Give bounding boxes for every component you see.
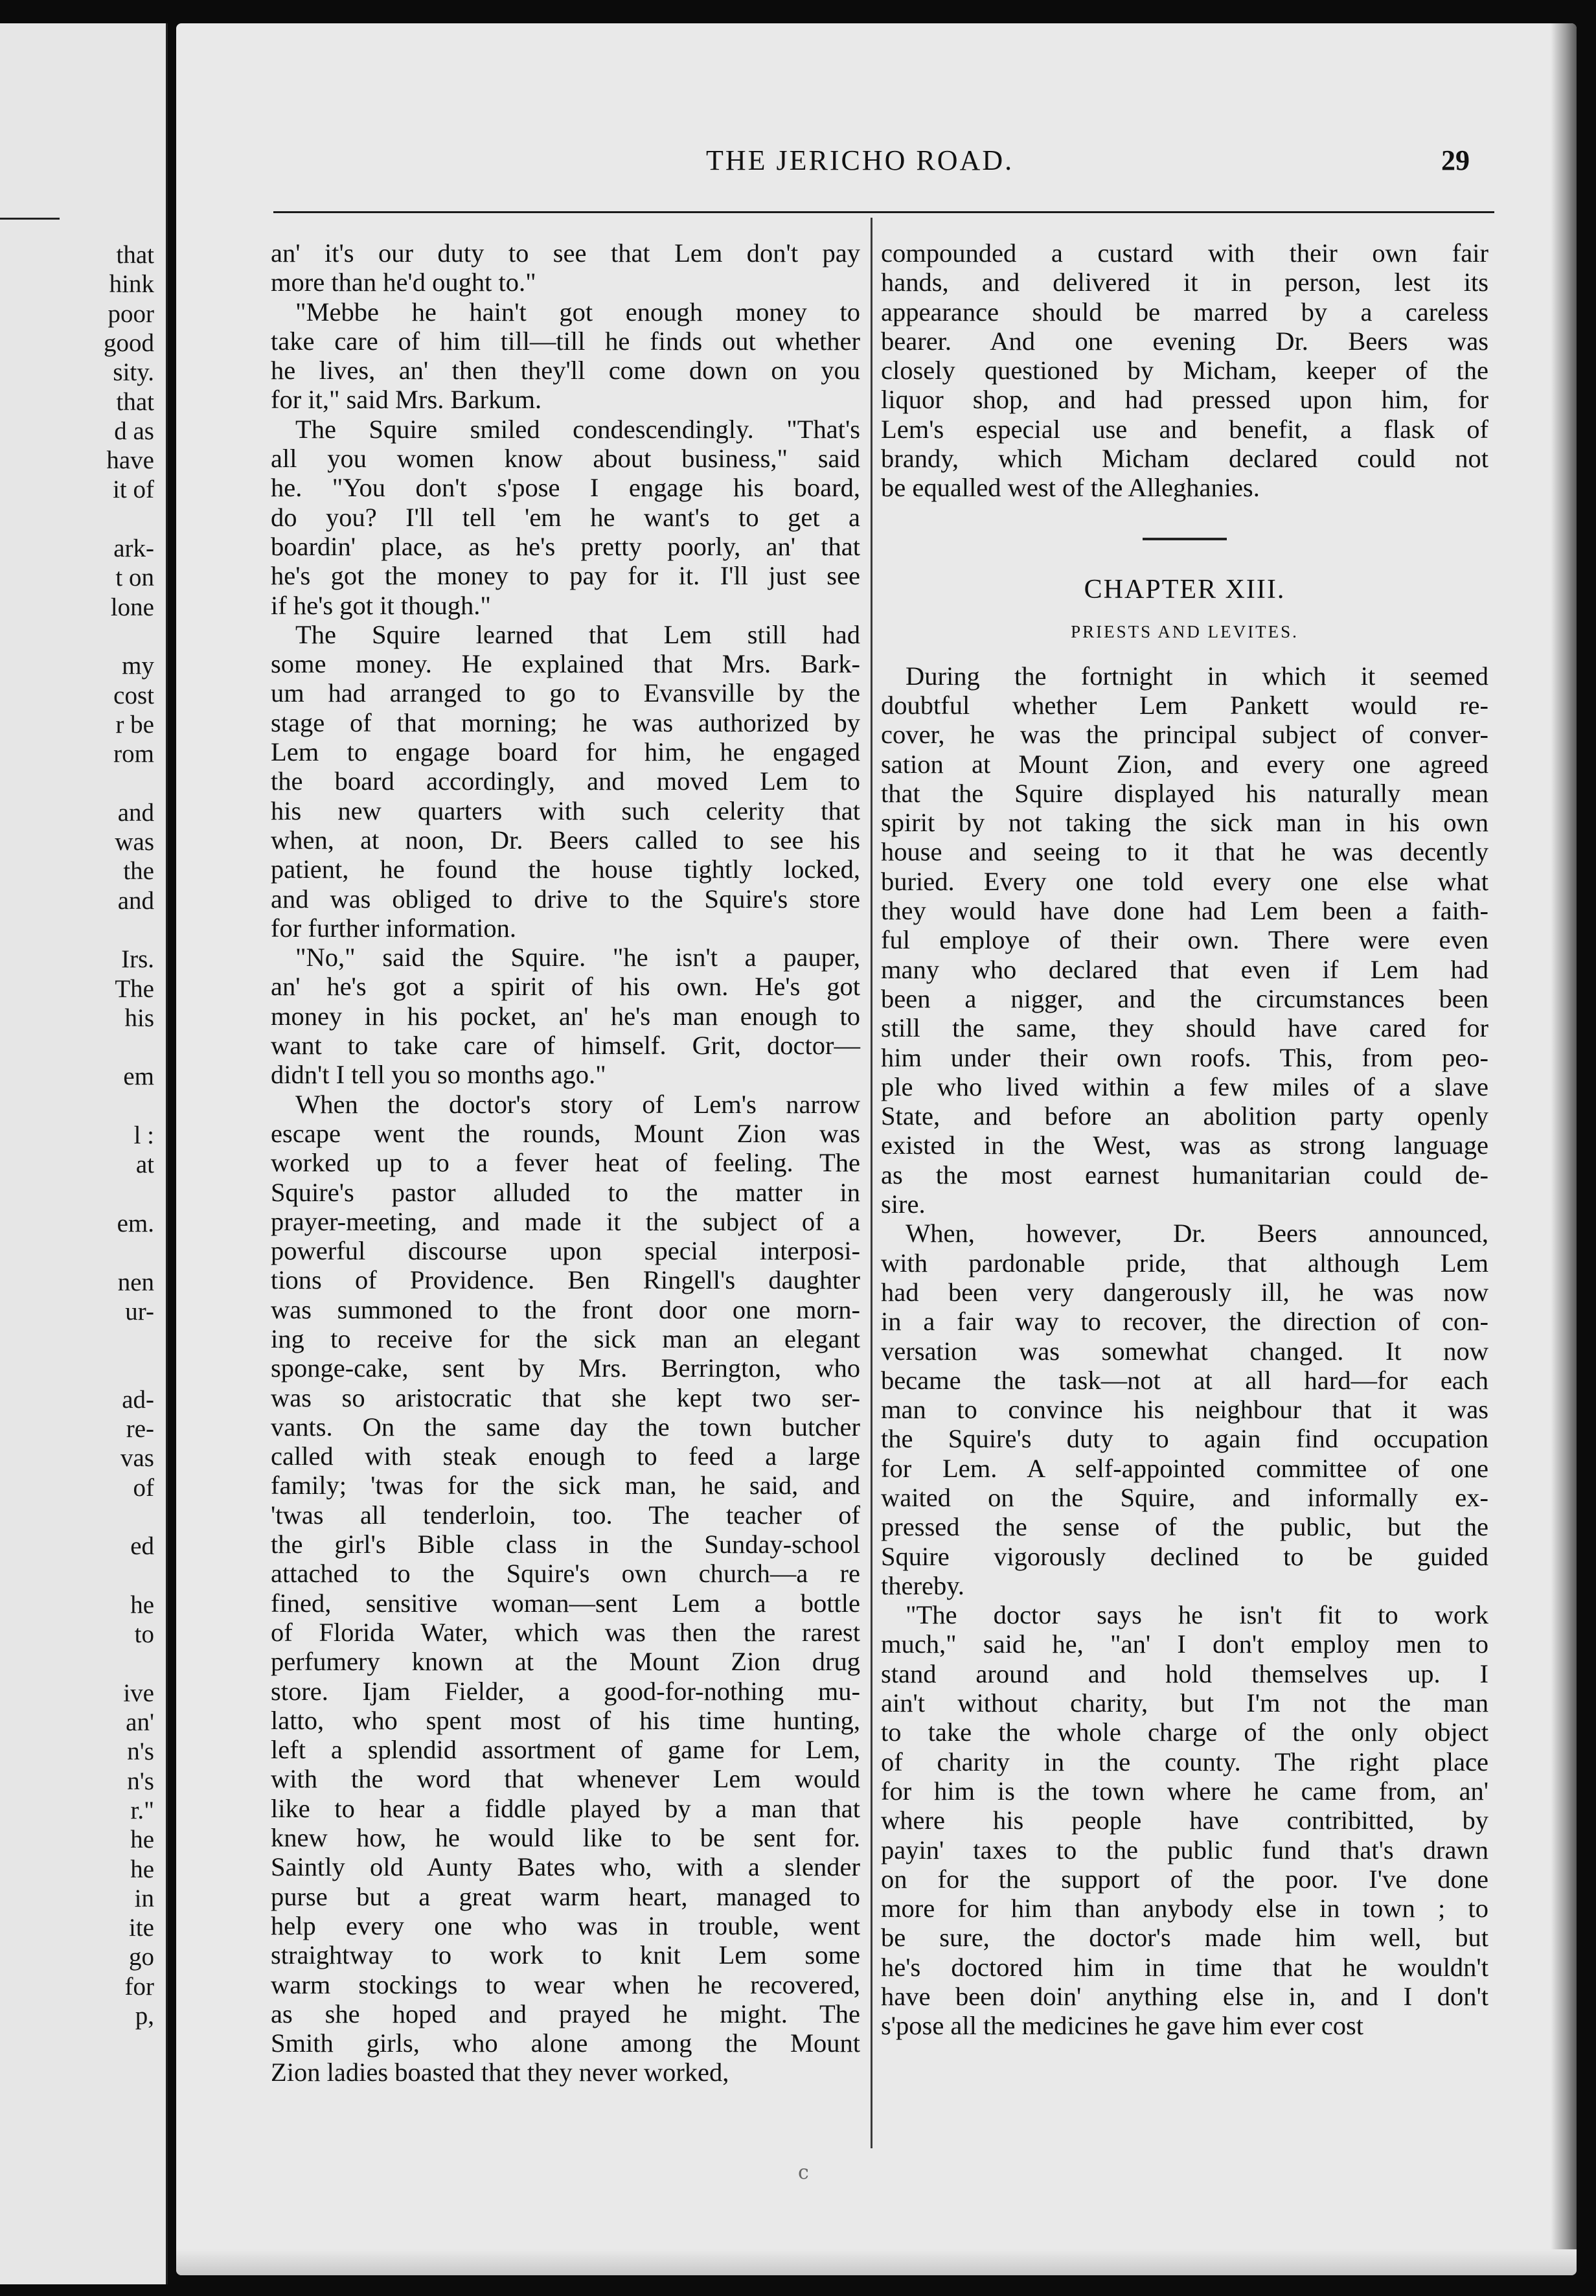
- text-line: Lem's especial use and benefit, a flask of: [881, 414, 1488, 444]
- text-line: When, however, Dr. Beers announced,: [906, 1219, 1488, 1248]
- text-line: "The doctor says he isn't fit to work: [906, 1600, 1488, 1630]
- text-line: cover, he was the principal subject of conver-: [881, 720, 1488, 750]
- text-line: he lives, an' then they'll come down on you: [271, 356, 860, 385]
- text-line: store. Ijam Fielder, a good-for-nothing mu-: [271, 1676, 860, 1706]
- facing-page-fragment: poor: [108, 299, 154, 328]
- text-line: more than he'd ought to.": [271, 268, 536, 297]
- facing-page-fragment: ive: [123, 1679, 154, 1707]
- facing-page-fragment: for: [124, 1972, 154, 2001]
- page-mark: c: [798, 2161, 809, 2184]
- text-line: where his people have contribitted, by: [881, 1806, 1488, 1835]
- facing-page-fragment: The: [115, 974, 154, 1003]
- text-line: attached to the Squire's own church—a re: [271, 1559, 860, 1589]
- text-line: perfumery known at the Mount Zion drug: [271, 1647, 860, 1677]
- facing-page-fragment: d as: [114, 417, 154, 445]
- text-line: that the Squire displayed his naturally mean: [881, 778, 1488, 808]
- facing-page-fragment: an': [126, 1708, 154, 1736]
- text-line: powerful discourse upon special interposi-: [271, 1236, 860, 1266]
- text-line: much," said he, "an' I don't employ men to: [881, 1629, 1488, 1659]
- text-line: as the most earnest humanitarian could de-: [881, 1160, 1488, 1189]
- text-line: hands, and delivered it in person, lest its: [881, 268, 1488, 297]
- text-line: had been very dangerously ill, he was now: [881, 1277, 1488, 1307]
- text-line: existed in the West, was as strong language: [881, 1131, 1488, 1160]
- text-line: an' it's our duty to see that Lem don't pay: [271, 238, 860, 268]
- text-line: been a nigger, and the circumstances been: [881, 983, 1488, 1013]
- text-line: Smith girls, who alone among the Mount: [271, 2028, 860, 2058]
- facing-page-fragment: re-: [126, 1415, 154, 1443]
- right-column-top-text: [881, 238, 1488, 503]
- text-line: thereby.: [881, 1570, 964, 1600]
- text-line: of Florida Water, which was then the rarest: [271, 1617, 860, 1647]
- text-line: sire.: [881, 1189, 926, 1219]
- text-line: ain't without charity, but I'm not the man: [881, 1688, 1488, 1718]
- text-line: if he's got it though.": [271, 590, 491, 620]
- text-line: During the fortnight in which it seemed: [906, 661, 1488, 691]
- text-line: his new quarters with such celerity that: [271, 796, 860, 825]
- facing-page-fragment: ite: [129, 1914, 154, 1942]
- facing-page-fragment: go: [129, 1943, 154, 1971]
- text-line: um had arranged to go to Evansville by the: [271, 678, 860, 708]
- facing-page-fragment: he: [130, 1590, 154, 1619]
- facing-page-rule: [0, 218, 60, 220]
- text-line: want to take care of himself. Grit, doctor—: [271, 1031, 860, 1061]
- facing-page-fragment: and: [117, 798, 154, 827]
- text-line: Zion ladies boasted that they never worked,: [271, 2058, 729, 2087]
- text-line: for him is the town where he came from, an': [881, 1776, 1488, 1806]
- text-line: boardin' place, as he's pretty poorly, an' that: [271, 531, 860, 561]
- facing-page-fragment: at: [135, 1151, 154, 1179]
- header-rule: [273, 211, 1494, 213]
- text-line: straightway to work to knit Lem some: [271, 1940, 860, 1970]
- facing-page-fragment: r be: [115, 710, 154, 739]
- text-line: more for him than anybody else in town ; to: [881, 1894, 1488, 1923]
- text-line: of charity in the county. The right place: [881, 1747, 1488, 1776]
- text-line: on for the support of the poor. I've done: [881, 1864, 1488, 1894]
- text-line: money in his pocket, an' he's man enough to: [271, 1001, 860, 1031]
- facing-page-fragment: n's: [127, 1767, 154, 1795]
- text-line: doubtful whether Lem Pankett would re-: [881, 690, 1488, 720]
- text-line: for Lem. A self-appointed committee of one: [881, 1453, 1488, 1483]
- facing-page-fragment: my: [122, 652, 154, 680]
- text-line: sation at Mount Zion, and every one agreed: [881, 749, 1488, 779]
- facing-page-fragment: ark-: [113, 534, 154, 562]
- running-head: THE JERICHO ROAD.: [706, 144, 1014, 176]
- text-line: ple who lived within a few miles of a slave: [881, 1072, 1488, 1101]
- facing-page-fragment: good: [104, 328, 154, 357]
- text-line: versation was somewhat changed. It now: [881, 1336, 1488, 1366]
- text-line: prayer-meeting, and made it the subject of a: [271, 1206, 860, 1236]
- text-line: waited on the Squire, and informally ex-: [881, 1482, 1488, 1512]
- text-line: man to convince his neighbour that it was: [881, 1395, 1488, 1425]
- text-line: to take the whole charge of the only object: [881, 1717, 1488, 1747]
- text-line: compounded a custard with their own fair: [881, 238, 1488, 268]
- facing-page-fragment: Irs.: [121, 945, 154, 974]
- text-line: was summoned to the front door one morn-: [271, 1294, 860, 1324]
- section-rule: [1143, 538, 1227, 540]
- text-line: tions of Providence. Ben Ringell's daughter: [271, 1265, 860, 1295]
- text-line: an' he's got a spirit of his own. He's got: [271, 972, 860, 1002]
- left-column: [271, 238, 860, 2087]
- facing-page-fragment: t on: [115, 564, 154, 592]
- text-line: bearer. And one evening Dr. Beers was: [881, 326, 1488, 356]
- facing-page-fragment: n's: [127, 1738, 154, 1766]
- facing-page-fragment: em: [123, 1062, 154, 1091]
- text-line: Squire vigorously declined to be guided: [881, 1541, 1488, 1571]
- text-line: be equalled west of the Alleghanies.: [881, 473, 1260, 503]
- text-line: he's doctored him in time that he wouldn't: [881, 1952, 1488, 1982]
- text-line: liquor shop, and had pressed upon him, for: [881, 385, 1488, 415]
- text-line: 'twas all tenderloin, too. The teacher of: [271, 1500, 860, 1530]
- facing-page-fragment: that: [116, 387, 154, 416]
- text-line: the girl's Bible class in the Sunday-school: [271, 1530, 860, 1559]
- text-line: "No," said the Squire. "he isn't a pauper,: [295, 943, 860, 972]
- text-line: brandy, which Micham declared could not: [881, 444, 1488, 474]
- facing-page-fragment: was: [115, 828, 154, 856]
- text-line: Lem to engage board for him, he engaged: [271, 737, 860, 767]
- text-line: the Squire's duty to again find occupation: [881, 1424, 1488, 1454]
- text-line: purse but a great warm heart, managed to: [271, 1881, 860, 1911]
- text-line: for it," said Mrs. Barkum.: [271, 385, 542, 415]
- text-line: payin' taxes to the public fund that's drawn: [881, 1835, 1488, 1865]
- text-line: some money. He explained that Mrs. Bark-: [271, 649, 860, 679]
- text-line: house and seeing to it that he was decently: [881, 837, 1488, 867]
- text-line: left a splendid assortment of game for Lem,: [271, 1735, 860, 1765]
- text-line: when, at noon, Dr. Beers called to see his: [271, 825, 860, 855]
- facing-page-fragment: l :: [133, 1121, 154, 1149]
- text-line: s'pose all the medicines he gave him ever cost: [881, 2011, 1364, 2041]
- text-line: spirit by not taking the sick man in his own: [881, 808, 1488, 838]
- text-line: escape went the rounds, Mount Zion was: [271, 1118, 860, 1148]
- text-line: ful employe of their own. There were even: [881, 925, 1488, 955]
- facing-page-fragment: rom: [113, 740, 154, 768]
- text-line: State, and before an abolition party openly: [881, 1101, 1488, 1131]
- book-page: [176, 23, 1577, 2275]
- text-line: do you? I'll tell 'em he want's to get a: [271, 502, 860, 532]
- right-column: [881, 238, 1488, 2041]
- facing-page-fragment: it of: [113, 476, 154, 504]
- text-line: take care of him till—till he finds out whether: [271, 326, 860, 356]
- text-line: he. "You don't s'pose I engage his board,: [271, 473, 860, 503]
- text-line: with the word that whenever Lem would: [271, 1764, 860, 1794]
- facing-page-fragment: to: [134, 1620, 154, 1649]
- text-line: The Squire smiled condescendingly. "That's: [295, 414, 860, 444]
- facing-page-fragment: em.: [117, 1209, 154, 1237]
- facing-page-fragment: r.": [130, 1796, 154, 1824]
- column-divider: [871, 218, 872, 2148]
- facing-page-fragment: have: [106, 446, 154, 475]
- facing-page-fragment: that: [116, 241, 154, 269]
- text-line: appearance should be marred by a careless: [881, 297, 1488, 327]
- facing-page-fragment: and: [117, 886, 154, 915]
- text-line: all you women know about business," said: [271, 444, 860, 474]
- facing-page-fragment: in: [134, 1884, 154, 1912]
- text-line: fined, sensitive woman—sent Lem a bottle: [271, 1588, 860, 1618]
- text-line: latto, who spent most of his time hunting,: [271, 1705, 860, 1735]
- page-number: 29: [1441, 144, 1470, 176]
- text-line: stand around and hold themselves up. I: [881, 1659, 1488, 1688]
- facing-page-fragment: he: [130, 1855, 154, 1883]
- page-edge-shadow: [1551, 23, 1577, 2275]
- text-line: still the same, they should have cared for: [881, 1013, 1488, 1043]
- facing-page-edge: [0, 23, 168, 2284]
- facing-page-fragment: ur-: [125, 1297, 154, 1326]
- chapter-subtitle: PRIESTS AND LEVITES.: [1071, 621, 1299, 641]
- text-line: many who declared that even if Lem had: [881, 954, 1488, 984]
- text-line: help every one who was in trouble, went: [271, 1911, 860, 1940]
- text-line: the board accordingly, and moved Lem to: [271, 766, 860, 796]
- text-line: him under their own roofs. This, from peo-: [881, 1042, 1488, 1072]
- text-line: patient, he found the house tightly locked,: [271, 855, 860, 884]
- text-line: ing to receive for the sick man an elegant: [271, 1324, 860, 1353]
- facing-page-fragment: vas: [120, 1444, 154, 1473]
- facing-page-fragment: cost: [113, 681, 154, 709]
- text-line: pressed the sense of the public, but the: [881, 1512, 1488, 1542]
- facing-page-fragment: sity.: [113, 358, 154, 387]
- facing-page-fragment: lone: [110, 593, 154, 621]
- right-column-body-text: [881, 661, 1488, 2041]
- text-line: and was obliged to drive to the Squire's store: [271, 884, 860, 913]
- text-line: was so aristocratic that she kept two ser-: [271, 1383, 860, 1412]
- text-line: called with steak enough to feed a large: [271, 1441, 860, 1471]
- text-line: they would have done had Lem been a faith-: [881, 896, 1488, 926]
- text-line: When the doctor's story of Lem's narrow: [295, 1089, 860, 1119]
- text-line: with pardonable pride, that although Lem: [881, 1248, 1488, 1278]
- text-line: The Squire learned that Lem still had: [295, 619, 860, 649]
- text-line: have been doin' anything else in, and I don't: [881, 1982, 1488, 2012]
- text-line: in a fair way to recover, the direction of con-: [881, 1307, 1488, 1337]
- text-line: as she hoped and prayed he might. The: [271, 1999, 860, 2028]
- facing-page-fragment: ad-: [122, 1385, 154, 1414]
- page-bottom-shadow: [176, 2249, 1577, 2275]
- facing-page-fragment: nen: [117, 1268, 154, 1296]
- text-line: like to hear a fiddle played by a man that: [271, 1793, 860, 1823]
- text-line: didn't I tell you so months ago.": [271, 1060, 606, 1090]
- text-line: warm stockings to wear when he recovered,: [271, 1969, 860, 1999]
- text-line: vants. On the same day the town butcher: [271, 1412, 860, 1441]
- facing-page-fragment: his: [124, 1004, 154, 1032]
- text-line: family; 'twas for the sick man, he said, and: [271, 1471, 860, 1500]
- text-line: Saintly old Aunty Bates who, with a slender: [271, 1852, 860, 1882]
- text-line: sponge-cake, sent by Mrs. Berrington, who: [271, 1353, 860, 1383]
- text-line: closely questioned by Micham, keeper of the: [881, 356, 1488, 385]
- facing-page-fragment: of: [133, 1473, 154, 1502]
- text-line: worked up to a fever heat of feeling. The: [271, 1148, 860, 1178]
- text-line: stage of that morning; he was authorized by: [271, 707, 860, 737]
- text-line: became the task—not at all hard—for each: [881, 1365, 1488, 1395]
- text-line: he's got the money to pay for it. I'll just see: [271, 561, 860, 591]
- facing-page-fragment: hink: [109, 270, 154, 299]
- text-line: for further information.: [271, 913, 516, 943]
- text-line: buried. Every one told every one else what: [881, 866, 1488, 896]
- text-line: knew how, he would like to be sent for.: [271, 1823, 860, 1853]
- text-line: "Mebbe he hain't got enough money to: [295, 297, 860, 327]
- text-line: be sure, the doctor's made him well, but: [881, 1923, 1488, 1953]
- facing-page-fragment: he: [130, 1826, 154, 1854]
- chapter-title: CHAPTER XIII.: [1084, 574, 1286, 604]
- facing-page-fragment: the: [123, 857, 154, 886]
- facing-page-fragment: p,: [135, 2002, 154, 2030]
- facing-page-fragment: ed: [130, 1532, 154, 1561]
- text-line: Squire's pastor alluded to the matter in: [271, 1177, 860, 1207]
